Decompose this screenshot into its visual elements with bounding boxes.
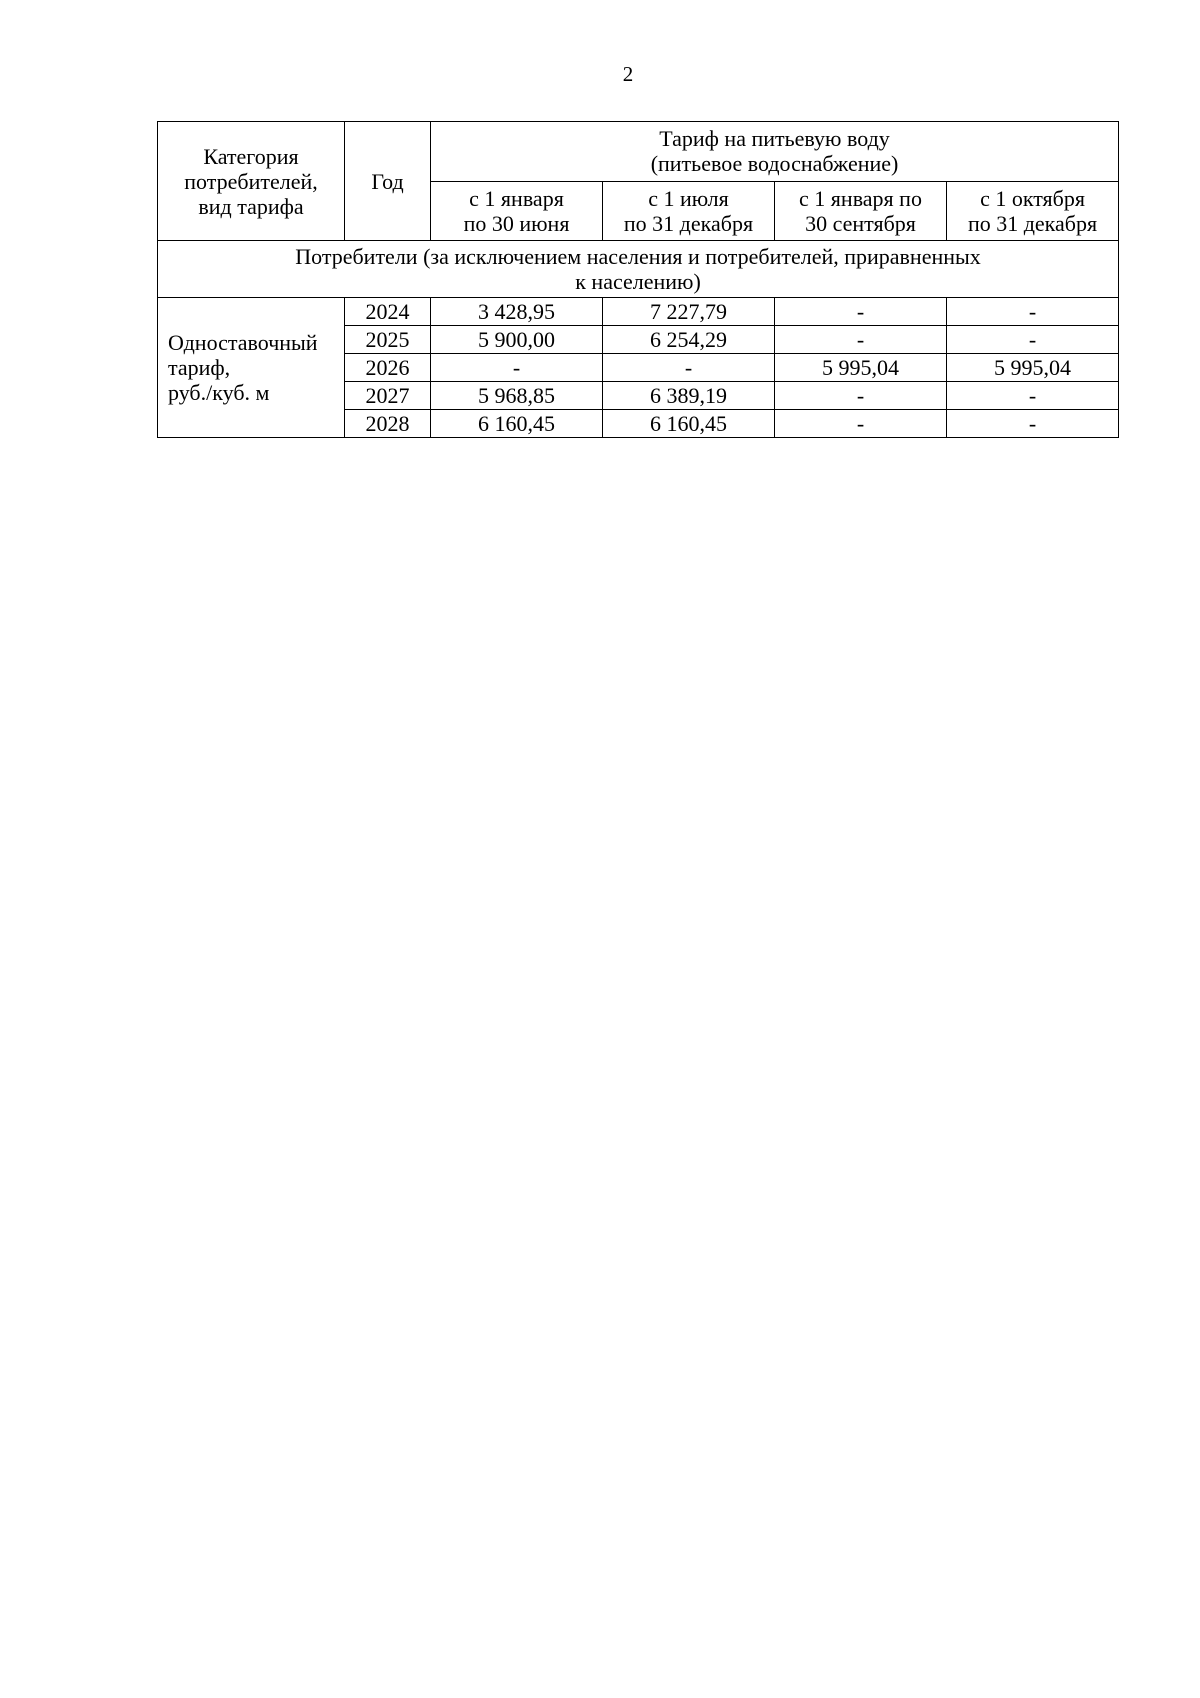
category-label-line: руб./куб. м — [168, 380, 270, 405]
header-period-line: по 31 декабря — [623, 210, 754, 236]
value-cell: 6 160,45 — [431, 410, 603, 438]
header-period — [603, 181, 775, 241]
value-cell: - — [775, 298, 947, 326]
value-cell: 3 428,95 — [431, 298, 603, 326]
header-period — [431, 181, 603, 241]
header-period-line: с 1 января — [469, 185, 564, 211]
value-cell: 6 389,19 — [603, 382, 775, 410]
header-period-line: 30 сентября — [805, 210, 916, 236]
value-cell: 5 968,85 — [431, 382, 603, 410]
header-year: Год — [345, 122, 431, 241]
value-cell: - — [775, 410, 947, 438]
category-label-line: тариф, — [168, 355, 231, 380]
year-cell: 2026 — [345, 354, 431, 382]
value-cell: 5 995,04 — [775, 354, 947, 382]
category-label-line: Одноставочный — [168, 330, 318, 355]
header-period — [947, 181, 1119, 241]
value-cell: - — [947, 298, 1119, 326]
value-cell: - — [431, 354, 603, 382]
table-row — [158, 298, 1119, 326]
header-period — [775, 181, 947, 241]
value-cell: 6 254,29 — [603, 326, 775, 354]
value-cell: - — [775, 326, 947, 354]
page-number: 2 — [622, 62, 634, 86]
tariff-table — [157, 121, 1119, 438]
category-label — [158, 298, 345, 438]
year-cell: 2028 — [345, 410, 431, 438]
value-cell: - — [775, 382, 947, 410]
header-category — [158, 122, 345, 241]
header-row-top — [158, 122, 1119, 182]
value-cell: - — [947, 382, 1119, 410]
value-cell: - — [603, 354, 775, 382]
year-cell: 2027 — [345, 382, 431, 410]
section-title-line: Потребители (за исключением населения и потребителей, приравненных — [295, 244, 981, 269]
value-cell: 5 900,00 — [431, 326, 603, 354]
year-cell: 2025 — [345, 326, 431, 354]
year-cell: 2024 — [345, 298, 431, 326]
value-cell: 6 160,45 — [603, 410, 775, 438]
value-cell: 5 995,04 — [947, 354, 1119, 382]
header-category-line: потребителей, — [184, 168, 318, 194]
header-category-line: Категория — [203, 143, 299, 169]
value-cell: - — [947, 410, 1119, 438]
header-period-line: по 30 июня — [463, 210, 570, 236]
header-tariff-line: (питьевое водоснабжение) — [650, 151, 899, 177]
header-period-line: с 1 января по — [799, 185, 922, 211]
header-period-line: с 1 октября — [980, 185, 1085, 211]
section-row — [158, 241, 1119, 298]
header-tariff — [431, 122, 1119, 182]
section-title-line: к населению) — [575, 269, 701, 294]
value-cell: 7 227,79 — [603, 298, 775, 326]
section-title — [158, 241, 1119, 298]
value-cell: - — [947, 326, 1119, 354]
header-period-line: по 31 декабря — [967, 210, 1098, 236]
header-category-line: вид тарифа — [198, 193, 304, 219]
header-tariff-line: Тариф на питьевую воду — [659, 126, 890, 152]
header-period-line: с 1 июля — [648, 185, 729, 211]
